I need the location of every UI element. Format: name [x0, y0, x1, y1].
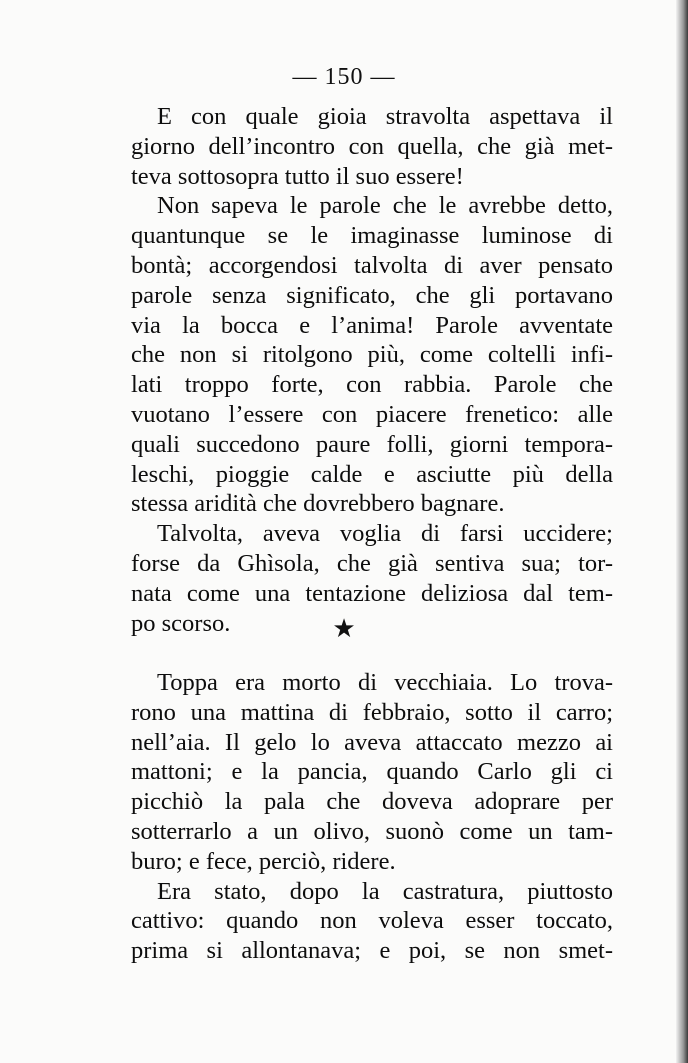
text-line: buro; e fece, perciò, ridere.	[131, 847, 396, 875]
text-line: Talvolta, aveva voglia di farsi uccidere;	[157, 520, 613, 548]
text-line: via la bocca e l’anima! Parole avventate	[131, 311, 613, 339]
text-line: teva sottosopra tutto il suo essere!	[131, 162, 464, 190]
text-line: giorno dell’incontro con quella, che già met-	[131, 132, 613, 160]
text-line: E con quale gioia stravolta aspettava il	[157, 103, 613, 130]
text-line: Toppa era morto di vecchiaia. Lo trova-	[157, 669, 613, 696]
text-line: mattoni; e la pancia, quando Carlo gli ci	[131, 758, 613, 786]
text-section-2	[131, 668, 613, 966]
page-number: — 150 —	[292, 64, 396, 90]
text-line: parole senza significato, che gli portavano	[131, 281, 613, 309]
text-line: leschi, pioggie calde e asciutte più della	[131, 460, 613, 488]
page-edge-shadow	[676, 0, 688, 1063]
text-line: po scorso.	[131, 609, 231, 637]
text-line: Non sapeva le parole che le avrebbe detto,	[157, 192, 613, 220]
text-line: prima si allontanava; e poi, se non smet-	[131, 937, 613, 965]
text-line: lati troppo forte, con rabbia. Parole che	[131, 371, 613, 399]
text-line: sotterrarlo a un olivo, suonò come un tam-	[131, 817, 613, 845]
text-line: quantunque se le imaginasse luminose di	[131, 222, 613, 250]
text-line: rono una mattina di febbraio, sotto il carro;	[131, 698, 613, 726]
star-separator-icon: ★	[332, 614, 356, 644]
text-line: quali succedono paure folli, giorni tempora-	[131, 430, 613, 458]
text-section-1	[131, 102, 613, 638]
text-line: nata come una tentazione deliziosa dal tem-	[131, 579, 613, 607]
text-line: cattivo: quando non voleva esser toccato,	[131, 907, 613, 935]
text-line: picchiò la pala che doveva adoprare per	[131, 788, 613, 816]
text-line: nell’aia. Il gelo lo aveva attaccato mezzo ai	[131, 728, 613, 756]
text-line: Era stato, dopo la castratura, piuttosto	[157, 877, 613, 905]
text-line: stessa aridità che dovrebbero bagnare.	[131, 490, 505, 518]
text-line: vuotano l’essere con piacere frenetico: alle	[131, 400, 613, 428]
text-line: che non si ritolgono più, come coltelli infi-	[131, 341, 613, 369]
text-line: bontà; accorgendosi talvolta di aver pensato	[131, 251, 613, 279]
text-line: forse da Ghìsola, che già sentiva sua; tor-	[131, 549, 613, 577]
